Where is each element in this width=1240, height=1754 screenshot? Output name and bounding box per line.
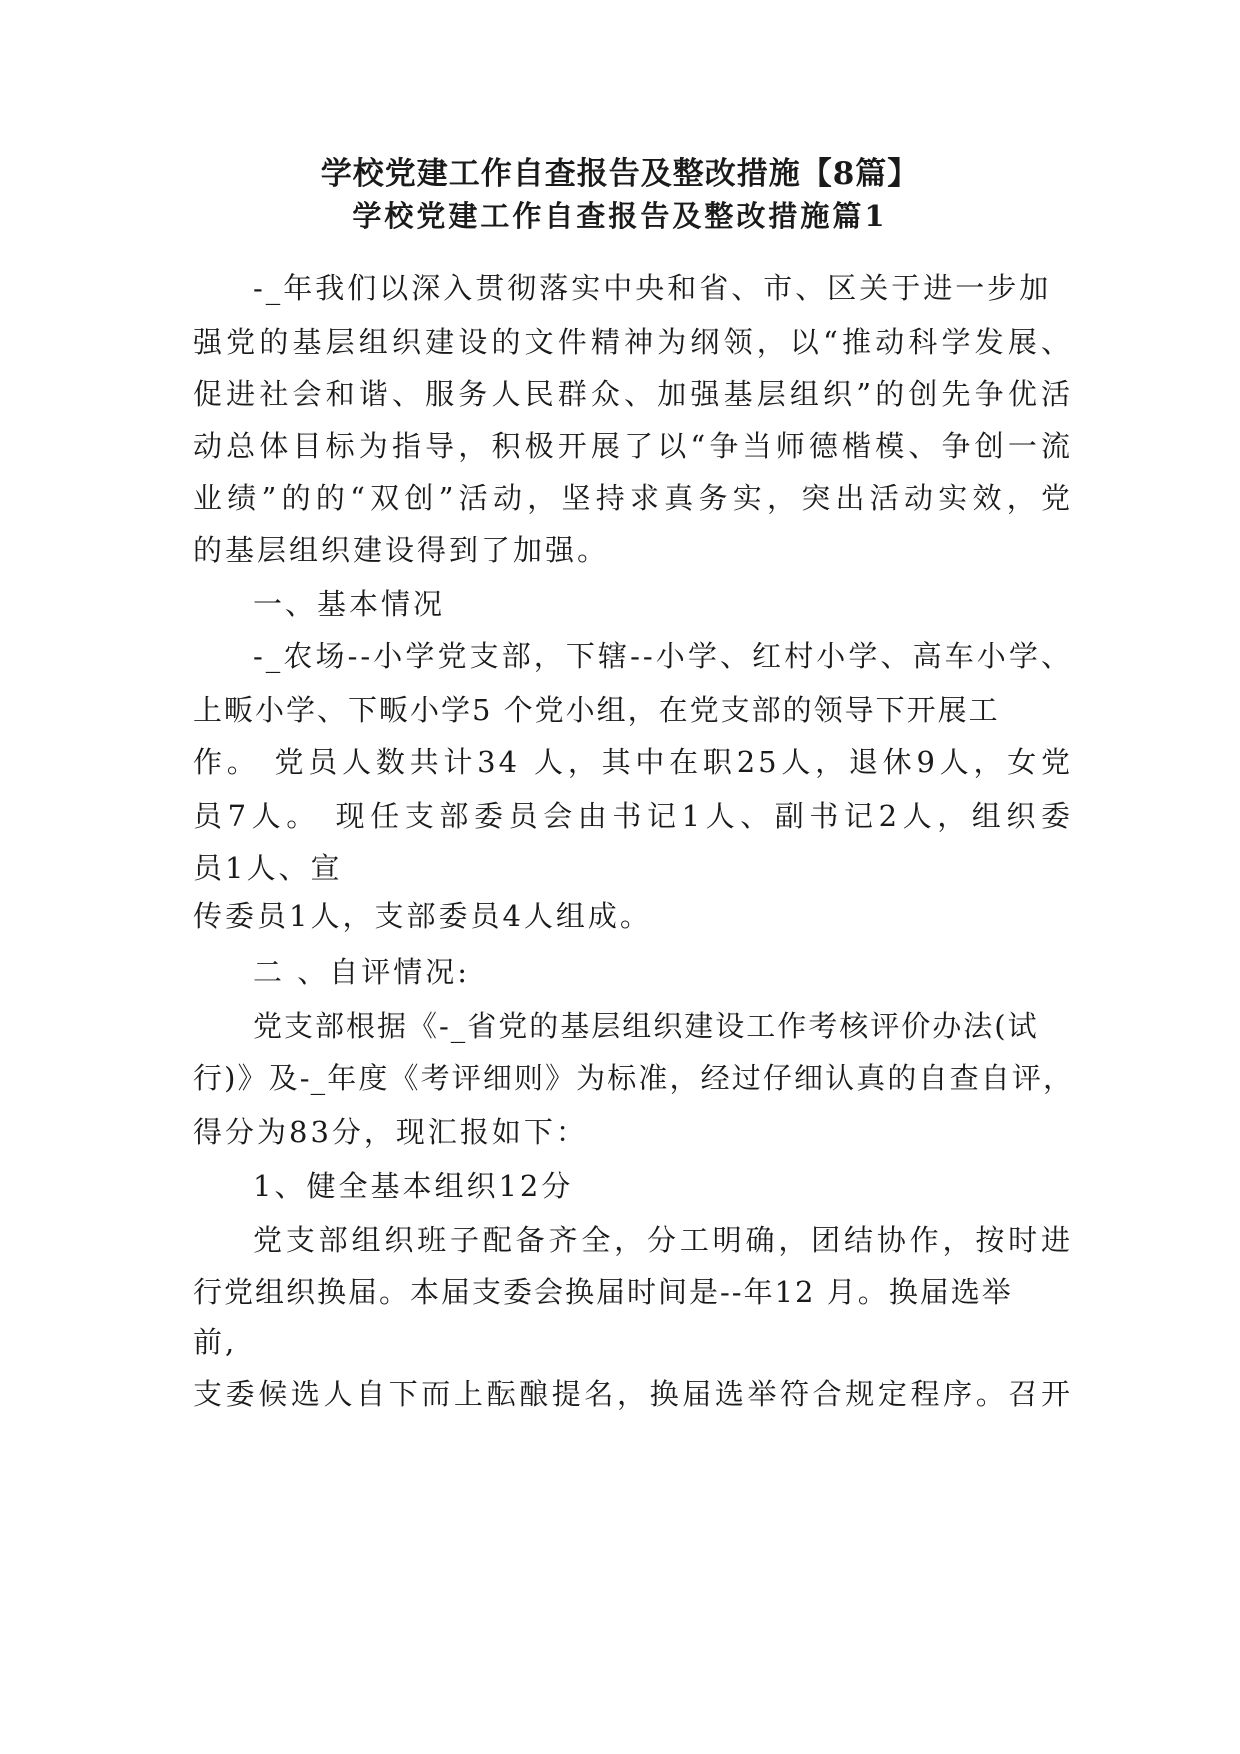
body-line: 员7人。 现任支部委员会由书记1人、副书记2人，组织委: [193, 799, 1073, 833]
body-line: 行)》及-_年度《考评细则》为标准，经过仔细认真的自查自评，: [193, 1061, 1073, 1095]
body-line: 动总体目标为指导，积极开展了以“争当师德楷模、争创一流: [193, 429, 1073, 463]
body-line: 支委候选人自下而上酝酿提名，换届选举符合规定程序。召开: [193, 1377, 1073, 1411]
body-line: -_农场--小学党支部，下辖--小学、红村小学、高车小学、: [253, 639, 1073, 673]
body-line: 作。 党员人数共计34 人，其中在职25人，退休9人，女党: [193, 745, 1073, 779]
document-title: 学校党建工作自查报告及整改措施【8篇】: [320, 156, 920, 192]
body-line: 前,: [193, 1325, 238, 1359]
section-heading: 1、健全基本组织12分: [253, 1169, 574, 1203]
body-line: 党支部组织班子配备齐全，分工明确，团结协作，按时进: [253, 1223, 1073, 1257]
section-heading: 一、基本情况: [253, 587, 446, 621]
body-line: 党支部根据《-_省党的基层组织建设工作考核评价办法(试: [253, 1009, 1039, 1043]
body-line: 强党的基层组织建设的文件精神为纲领，以“推动科学发展、: [193, 325, 1073, 359]
body-line: -_年我们以深入贯彻落实中央和省、市、区关于进一步加: [253, 271, 1052, 305]
body-line: 行党组织换届。本届支委会换届时间是--年12 月。换届选举: [193, 1275, 1013, 1309]
body-line: 员1人、宣: [193, 851, 343, 885]
body-line: 上畈小学、下畈小学5 个党小组，在党支部的领导下开展工: [193, 693, 1000, 727]
section-heading: 二 、自评情况:: [253, 955, 470, 989]
body-line: 促进社会和谐、服务人民群众、加强基层组织”的创先争优活: [193, 377, 1073, 411]
body-line: 的基层组织建设得到了加强。: [193, 533, 610, 567]
document-subtitle: 学校党建工作自查报告及整改措施篇1: [352, 199, 888, 233]
body-line: 业绩”的的“双创”活动，坚持求真务实，突出活动实效，党: [193, 481, 1073, 515]
body-line: 传委员1人，支部委员4人组成。: [193, 899, 652, 933]
body-line: 得分为83分，现汇报如下：: [193, 1115, 588, 1149]
